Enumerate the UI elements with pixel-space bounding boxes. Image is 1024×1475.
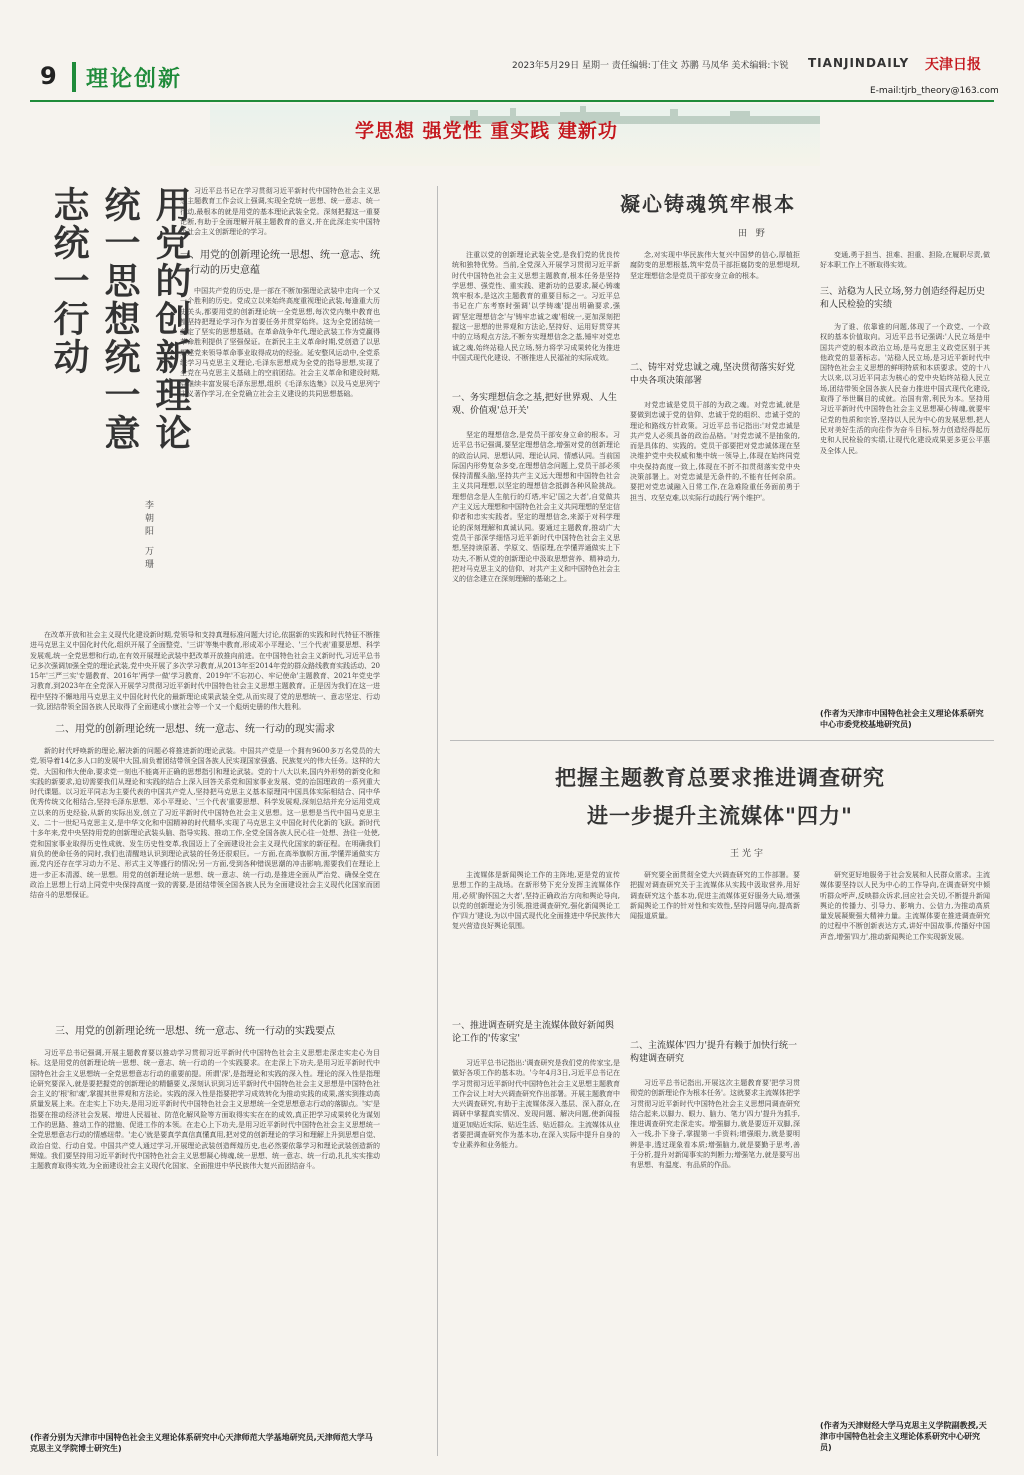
article1-paragraph-1: 中国共产党的历史,是一部在不断加强理论武装中走向一个又一个胜利的历史。党成立以来始终高度重视理论武装,每逢重大历史关头,都要用党的创新理论统一全党思想,每次党内集中教育也都坚持把理论学习作为首要任务并贯穿始终。这为全党团结统一奠定了坚实的思想基础。在革命战争年代,理论武装工作为党赢得革命胜利提供了坚强保证。在新民主主义革命时期,党创造了以思想建党来领导革命事业取得成功的经验。延安整风运动中,全党系统学习马克思主义理论,毛泽东思想成为全党的指导思想,实现了全党在马克思主义基础上的空前团结。社会主义革命和建设时期,党继续丰富发展毛泽东思想,组织《毛泽东选集》以及马克思列宁主义著作学习,在全党确立社会主义建设的共同思想基础。 (180, 287, 380, 398)
article2-paragraph-2: 坚定的理想信念,是党员干部安身立命的根本。习近平总书记强调,要坚定理想信念,增强对党的创新理论的政治认同、思想认同、理论认同、情感认同。当前国际国内形势复杂多变,在理想信念问题上,党员干部必须保持清醒头脑,坚持共产主义远大理想和中国特色社会主义共同理想,以坚定的理想信念抵御各种风险挑战。理想信念是人生航行的灯塔,牢记'国之大者',自觉做共产主义远大理想和中国特色社会主义共同理想的坚定信仰者和忠实实践者。坚定的理想信念,来源于对科学理论的深刻理解和真诚认同。要通过主题教育,推动广大党员干部深学细悟习近平新时代中国特色社会主义思想,坚持读原著、学原文、悟原理,在学懂弄通做实上下功夫,不断从党的创新理论中汲取思想营养、精神动力,把对马克思主义的信仰、对共产主义和中国特色社会主义的信念建立在深刻理解的基础之上。 (452, 431, 620, 584)
article3-paragraph-1: 主流媒体是新闻舆论工作的主阵地,更是党的宣传思想工作的主战场。在新形势下充分发挥主流媒体作用,必须'胸怀国之大者',坚持正确政治方向和舆论导向,以党的创新理论为引领,推进调查研究,强化新闻舆论工作'四力'建设,为以中国式现代化全面推进中华民族伟大复兴营造良好舆论氛围。 (452, 871, 620, 931)
article2-paragraph-5: 变通,勇于担当、担难、担重、担险,在履职尽责,做好本职工作上不断取得实效。 (820, 251, 990, 270)
article1-author-note: (作者分别为天津市中国特色社会主义理论体系研究中心天津师范大学基地研究员,天津师范大学马克思主义学院博士研究生) (30, 1433, 373, 1453)
article3-paragraph-2: 习近平总书记指出:'调查研究是我们党的传家宝,是做好各项工作的基本功。'今年4月3日,习近平总书记在学习贯彻习近平新时代中国特色社会主义思想主题教育工作会议上对大兴调查研究作出部署。开展主题教育中大兴调查研究,有助于主流媒体深入基层、深入群众,在调研中掌握真实情况、发现问题、解决问题,使新闻报道更加贴近实际、贴近生活、贴近群众。主流媒体从业者要把调查研究作为基本功,在深入实际中提升自身的专业素养和业务能力。 (452, 1059, 620, 1150)
column-divider (437, 186, 438, 1456)
article3-author-note: (作者为天津财经大学马克思主义学院副教授,天津市中国特色社会主义理论体系研究中心研究员) (820, 1421, 987, 1452)
article1-heading-1: 一、用党的创新理论统一思想、统一意志、统一行动的历史意蕴 (180, 250, 380, 276)
article1-title: 用党的创新理论统一思想统一意志统一行动 (48, 186, 192, 452)
page-number: 9 (40, 62, 57, 90)
header-rule (30, 100, 994, 102)
article1-authors: 李朝阳 万珊 (143, 500, 153, 572)
article2-author-note: (作者为天津市中国特色社会主义理论体系研究中心市委党校基地研究员) (820, 709, 984, 729)
article2-paragraph-6: 为了谁、依靠谁的问题,体现了一个政党、一个政权的基本价值取向。习近平总书记强调:'人民立场是中国共产党的根本政治立场,是马克思主义政党区别于其他政党的显著标志。'站稳人民立场,是习近平新时代中国特色社会主义思想的鲜明特质和本质要求。党的十八大以来,以习近平同志为核心的党中央始终站稳人民立场,团结带领全国各族人民奋力推进中国式现代化建设,取得了举世瞩目的成就。治国有常,利民为本。坚持用习近平新时代中国特色社会主义思想凝心铸魂,就要牢记党的性质和宗旨,坚持以人民为中心的发展思想,把人民对美好生活的向往作为奋斗目标,努力创造经得起历史和人民检验的实绩,让现代化建设成果更多更公平惠及全体人民。 (820, 323, 990, 455)
article3-author: 王光宇 (730, 849, 767, 859)
article1-paragraph-3: 新的时代呼唤新的理论,解决新的问题必将推进新的理论武装。中国共产党是一个拥有9600多万名党员的大党,领导着14亿多人口的发展中大国,肩负着团结带领全国各族人民实现国家强盛、民族复兴的伟大任务。这样的大党、大国和伟大使命,要求党一刻也不能离开正确的思想指引和理论武装。党的十八大以来,国内外形势的新变化和实践的新要求,迫切需要我们从理论和实践的结合上深入回答关系党和国家事业发展、党的治国理政的一系列重大时代课题。以习近平同志为主要代表的中国共产党人,坚持把马克思主义基本原理同中国具体实际相结合、同中华优秀传统文化相结合,坚持毛泽东思想、邓小平理论、'三个代表'重要思想、科学发展观,深刻总结并充分运用党成立以来的历史经验,从新的实际出发,创立了习近平新时代中国特色社会主义思想。这一思想是当代中国马克思主义、二十一世纪马克思主义,是中华文化和中国精神的时代精华,实现了马克思主义中国化时代化新的飞跃。新时代十多年来,党中央坚持用党的创新理论武装头脑、指导实践、推动工作,全党全国各族人民心往一处想、劲往一处使,党和国家事业取得历史性成就、发生历史性变革,我国迈上了全面建设社会主义现代化国家的新征程。在明确我们肩负的使命任务的同时,我们也清醒地认识到理论武装的任务还很艰巨。一方面,在高举旗帜方面,学懂弄通做实方面,党内还存在学习动力不足、形式主义等盛行的情况;另一方面,受到各种错误思潮的冲击影响,需要我们在理论上进一步正本清源、统一思想。用党的创新理论统一思想、统一意志、统一行动,是推进全面从严治党、确保全党在政治上思想上行动上同党中央保持高度一致的需要,是团结带领全国各族人民为全面建设社会主义现代化国家而团结奋斗的思想保证。 (30, 747, 380, 900)
article-separator (450, 740, 994, 741)
paper-name-latin: TIANJINDAILY (808, 56, 910, 70)
article1-paragraph-4: 习近平总书记强调,开展主题教育要以推动学习贯彻习近平新时代中国特色社会主义思想走深走实走心为目标。这是用党的创新理论统一思想、统一意志、统一行动的一个实践要求。在走深上下功夫,是用习近平新时代中国特色社会主义思想统一全党思想意志行动的重要前提。所谓'深',是指理论和实践的深入性。理论的深入性是指理论研究要深入,就是要把握党的创新理论的精髓要义,深刻认识到习近平新时代中国特色社会主义思想是中国特色社会主义的'根'和'魂',掌握其世界观和方法论。实践的深入性是指要把学习成效转化为推动实践的成果,落实到推动高质量发展上来。在走实上下功夫,是用习近平新时代中国特色社会主义思想统一全党思想意志行动的落脚点。'实'是指要在推动经济社会发展、增进人民福祉、防范化解风险等方面取得实实在在的成效,真正把学习成果转化为谋划工作的思路、推动工作的措施、促进工作的本领。在走心上下功夫,是用习近平新时代中国特色社会主义思想统一全党思想意志行动的情感纽带。'走心'就是要真学真信真懂真用,把对党的创新理论的学习和理解上升到思想自觉、政治自觉、行动自觉。中国共产党人通过学习,开展理论武装创造辉煌历史,也必然要依靠学习和理论武装创造新的辉煌。我们要坚持用习近平新时代中国特色社会主义思想凝心铸魂,统一思想、统一意志、统一行动,扎扎实实推动主题教育取得实效,为全面建设社会主义现代化国家、全面推进中华民族伟大复兴而团结奋斗。 (30, 1049, 380, 1171)
article3-title-line-2: 进一步提升主流媒体"四力" (587, 803, 853, 828)
article1-heading-3: 三、用党的创新理论统一思想、统一意志、统一行动的实践要点 (55, 1026, 335, 1037)
article2-heading-2: 二、铸牢对党忠诚之魂,坚决贯彻落实好党中央各项决策部署 (630, 363, 795, 386)
article3-title-line-1: 把握主题教育总要求推进调查研究 (555, 765, 885, 790)
article3-heading-2: 二、主流媒体'四力'提升有赖于加快行统一构建调查研究 (630, 1041, 797, 1064)
article1-lead: 习近平总书记在学习贯彻习近平新时代中国特色社会主义思想主题教育工作会议上强调,实现全党统一思想、统一意志、统一行动,最根本的就是用党的基本理论武装全党。深刻把握这一重要论断,有助于全面理解开展主题教育的意义,并在此深走实中国特色社会主义创新理论的学习。 (180, 187, 380, 237)
article2-paragraph-1: 注重以党的创新理论武装全党,是我们党的优良传统和独特优势。当前,全党深入开展学习贯彻习近平新时代中国特色社会主义思想主题教育,根本任务是坚持学思想、强党性、重实践、建新功的总要求,凝心铸魂筑牢根本,是这次主题教育的重要目标之一。习近平总书记在广东考察时强调'以学铸魂'提出明确要求,强调'坚定理想信念'与'铸牢忠诚之魂'相统一,更加深刻把握这一思想的世界观和方法论,坚持好、运用好贯穿其中的立场观点方法,不断夯实理想信念之基,锤牢对党忠诚之魂,始终站稳人民立场,努力将学习成果转化为推进中国式现代化建设、不断推进人民福祉的实际成效。 (452, 251, 620, 362)
article3-paragraph-3: 研究要全面贯彻全党大兴调查研究的工作部署。要把握对调查研究关于主流媒体从实践中汲取营养,用好调查研究这个基本功,促进主流媒体更好服务大局,增强新闻舆论工作的针对性和实效性,坚持问题导向,提高新闻报道质量。 (630, 871, 800, 921)
article1-paragraph-2: 在改革开放和社会主义现代化建设新时期,党领导和支持真理标准问题大讨论,依据新的实践和时代特征不断推进马克思主义中国化时代化,组织开展了全面整党、'三讲'等集中教育,形成邓小平理论、'三个代表'重要思想、科学发展观,统一全党思想和行动,在有效开展理论武装中把改革开放推向前进。在中国特色社会主义新时代,习近平总书记多次强调加强全党的理论武装,党中央开展了多次学习教育,从2013年至2014年党的群众路线教育实践活动、2015年'三严三实'专题教育、2016年'两学一做'学习教育、2019年'不忘初心、牢记使命'主题教育、2021年党史学习教育,到2023年在全党深入开展学习贯彻习近平新时代中国特色社会主义思想主题教育。正是因为我们在这一进程中坚持不懈地用马克思主义中国化时代化的最新理论成果武装全党,从而实现了党的思想统一、意志坚定、行动一致,团结带领全国各族人民取得了全面建成小康社会等一个又一个彪炳史册的伟大胜利。 (30, 631, 380, 712)
article3-paragraph-4: 习近平总书记指出,开展这次主题教育要'把学习贯彻党的创新理论作为根本任务'。这就要求主流媒体把学习贯彻习近平新时代中国特色社会主义思想同调查研究结合起来,以脚力、眼力、脑力、笔力'四力'提升为抓手,推进调查研究走深走实。增强脚力,就是要迈开双脚,深入一线,扑下身子,掌握第一手资料;增强眼力,就是要明辨是非,透过现象看本质;增强脑力,就是要勤于思考,善于分析,提升对新闻事实的判断力;增强笔力,就是要写出有思想、有温度、有品质的作品。 (630, 1079, 800, 1170)
article3-heading-1: 一、推进调查研究是主流媒体做好新闻舆论工作的'传家宝' (452, 1021, 615, 1044)
article2-heading-3: 三、站稳为人民立场,努力创造经得起历史和人民检验的实绩 (820, 287, 985, 310)
paper-logo: 天津日报 (925, 57, 981, 73)
article3-paragraph-5: 研究更好地服务于社会发展和人民群众需求。主流媒体要坚持以人民为中心的工作导向,在调查研究中倾听群众呼声,反映群众诉求,回应社会关切,不断提升新闻舆论的传播力、引导力、影响力、公信力,为推动高质量发展凝聚强大精神力量。主流媒体要在推进调查研究的过程中不断创新表达方式,讲好中国故事,传播好中国声音,增强'四力',推动新闻舆论工作实现新发展。 (820, 871, 990, 941)
article2-heading-1: 一、务实理想信念之基,把好世界观、人生观、价值观'总开关' (452, 393, 617, 416)
article2-paragraph-4: 对党忠诚是党员干部的为政之魂。对党忠诚,就是要做到忠诚于党的信仰、忠诚于党的组织、忠诚于党的理论和路线方针政策。习近平总书记指出:'对党忠诚是共产党人必须具备的政治品格。'对党忠诚不是抽象的,而是具体的、实践的。党员干部要把对党忠诚体现在坚决维护党中央权威和集中统一领导上,体现在始终同党中央保持高度一致上,体现在不折不扣贯彻落实党中央决策部署上。对党忠诚是无条件的,不能有任何杂质。要把对党忠诚融入日常工作,在急难险重任务面前勇于担当、攻坚克难,以实际行动践行'两个维护'。 (630, 401, 800, 502)
article2-title: 凝心铸魂筑牢根本 (620, 192, 796, 216)
slogan-text: 学思想 强党性 重实践 建新功 (355, 120, 618, 142)
email-address: E-mail:tjrb_theory@163.com (870, 86, 999, 96)
article2-paragraph-3: 念,对实现中华民族伟大复兴中国梦的信心,厚植拒腐防变的思想根基,筑牢党员干部拒腐防变的思想堤坝,坚定理想信念是党员干部安身立命的根本。 (630, 251, 800, 280)
date-editor-line: 2023年5月29日 星期一 责任编辑:丁佳文 苏鹏 马凤华 美术编辑:卞锐 (512, 61, 789, 71)
section-divider (72, 62, 76, 92)
section-title: 理论创新 (86, 67, 183, 92)
article1-heading-2: 二、用党的创新理论统一思想、统一意志、统一行动的现实需求 (55, 724, 335, 735)
article2-author: 田 野 (738, 229, 768, 239)
